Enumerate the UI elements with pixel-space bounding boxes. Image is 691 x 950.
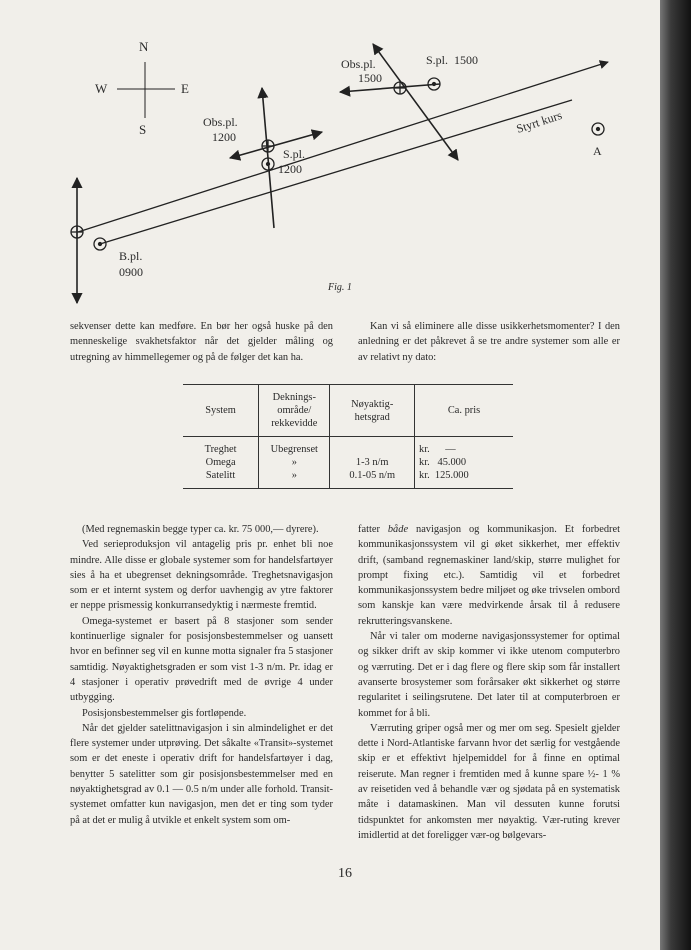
header-coverage: Deknings- område/ rekkevidde xyxy=(259,385,330,437)
cell-price: kr. 45.000 xyxy=(415,456,513,469)
cell-accuracy: 1-3 n/m xyxy=(330,456,415,469)
obs-position-marker-1500 xyxy=(394,82,406,94)
label-spl-1200-time: 1200 xyxy=(278,162,302,176)
book-edge-shadow xyxy=(660,0,691,950)
body-left-column xyxy=(70,522,333,828)
body-left-paragraph-3: Omega-systemet er basert på 8 stasjoner som sender kontinuerlige signaler for posisjonsbestemmelser og uansett hvor en befinner seg vil en kunne motta signaler fra 5 stasjoner samtidig. Nøyaktighetsgraden er som vist 1-3 n/m. Pr. idag er 4 stasjoner i operativ prøvedrift med de øvrige 4 under utbygging. xyxy=(70,615,333,704)
obs-position-marker-0900 xyxy=(71,226,83,238)
cell-accuracy: 0.1-05 n/m xyxy=(330,469,415,489)
label-bpl: B.pl. xyxy=(119,249,143,263)
label-steered-course: Styrt kurs xyxy=(514,108,564,136)
label-spl-1500: S.pl. 1500 xyxy=(426,53,479,67)
label-obs-1500: Obs.pl. xyxy=(341,57,376,71)
dr-position-marker-0900 xyxy=(94,238,106,250)
obs-position-marker-1200 xyxy=(262,140,274,152)
intro-left-paragraph: sekvenser dette kan medføre. En bør her også huske på den menneskelige svakhetsfaktor når det gjelder måling og utregning av himmellegemer og på de følger det kan ha. xyxy=(70,321,333,363)
header-accuracy: Nøyaktig- hetsgrad xyxy=(330,385,415,437)
header-system: System xyxy=(183,385,259,437)
body-left-paragraph-4: Posisjonsbestemmelser gis fortløpende. xyxy=(82,707,247,719)
cell-price: kr. — xyxy=(415,437,513,457)
p1-before: fatter xyxy=(358,524,388,535)
p1-emphasis: både xyxy=(387,524,409,535)
table-row xyxy=(183,437,513,457)
cell-accuracy xyxy=(330,437,415,457)
body-right-paragraph-2: Når vi taler om moderne navigasjonssystemer for optimal og sikker drift av skip kommer vi ikke utenom computerbro og værruting. Det er i dag flere og flere skip som får installert avanserte brosystemer som forårsaker økt sikkerhet og større regularitet i seilingsrutene. Det later til at computerbroen er kommet for å bli. xyxy=(358,631,620,719)
intro-right-paragraph: Kan vi så eliminere alle disse usikkerhetsmomenter? I den anledning er det påkrevet å se tre andre systemer som alle er av relativt ny dato: xyxy=(358,321,620,363)
table-header-row xyxy=(183,385,513,437)
label-obs-1200: Obs.pl. xyxy=(203,115,238,129)
cell-coverage: Ubegrenset xyxy=(259,437,330,457)
figure-caption: Fig. 1 xyxy=(328,282,352,293)
label-obs-1500-time: 1500 xyxy=(358,71,382,85)
body-right-paragraph-3: Værruting griper også mer og mer om seg. Spesielt gjelder dette i Nord-Atlantiske farvann hvor det særlig for vestgående skip er et effektivt hjelpemiddel for å finne en optimal reiserute. Man regner i fremtiden med å kunne spare ½- 1 % av reisetiden ved å behandle vær og sjødata på en systematisk måte i datamaskinen. Man vil dessuten kunne forutsi tidspunktet for ankomsten mer nøyaktig. Vær-ruting krever imidlertid at det foreligger vær-og bølgevars- xyxy=(358,722,620,841)
p1-after: navigasjon og kommunikasjon. Et forbedret kommunikasjonssystem vil gi øket sikkerhet, mer effektiv drift, (samband regnemaskiner land/skip, større mulighet for prompt fixing etc.). Samtidig vil et forbedret kommunikasjonssystem bedre miljøet og øke trivselen ombord som kanskje kan være medvirkende årsak til å redusere rekrutteringsvanskene. xyxy=(358,524,620,627)
cell-system: Treghet xyxy=(204,444,237,455)
header-price: Ca. pris xyxy=(415,385,513,437)
navigation-systems-table xyxy=(183,384,513,489)
cell-system: Satelitt xyxy=(183,469,259,489)
compass-rose xyxy=(95,39,189,137)
cell-price: kr. 125.000 xyxy=(415,469,513,489)
body-left-paragraph-2: Ved serieproduksjon vil antagelig pris pr. enhet bli noe mindre. Alle disse er globale systemer som for handelsfartøyer sies å ha et ubegrenset dekningsområde. Treghetsnavigasjon som er et internt system og derfor uavhengig av ytre faktorer er neppe prismessig konkurransedyktig i nærmeste fremtid. xyxy=(70,539,333,612)
table-row xyxy=(183,456,513,469)
label-bpl-time: 0900 xyxy=(119,265,143,279)
navigation-figure xyxy=(0,0,660,310)
compass-e: E xyxy=(181,81,189,96)
page-number: 16 xyxy=(338,866,352,881)
transfer-line-1200 xyxy=(230,132,322,158)
intro-left-text xyxy=(70,319,333,365)
compass-n: N xyxy=(139,39,149,54)
cell-system: Omega xyxy=(205,457,236,468)
body-right-paragraph-1 xyxy=(358,522,620,629)
compass-s: S xyxy=(139,122,147,137)
cell-coverage: » xyxy=(259,469,330,489)
point-a-marker xyxy=(592,123,604,135)
transfer-line-1500 xyxy=(340,84,440,92)
compass-w: W xyxy=(95,81,108,96)
label-obs-1200-time: 1200 xyxy=(212,130,236,144)
steered-course-line xyxy=(100,100,572,244)
observed-course-line xyxy=(78,62,608,232)
cell-coverage: » xyxy=(259,456,330,469)
label-point-a: A xyxy=(593,144,602,158)
body-left-paragraph-1: (Med regnemaskin begge typer ca. kr. 75 000,— dyrere). xyxy=(82,524,319,535)
label-spl-1200: S.pl. xyxy=(283,147,306,161)
intro-right-text xyxy=(358,319,620,365)
body-right-column xyxy=(358,522,620,843)
body-left-paragraph-5: Når det gjelder satelittnavigasjon i sin almindelighet er det flere systemer under utprøving. Det såkalte «Transit»-systemet som er det eneste i operativ drift for handelsfartøyer i dag, benytter 5 satelitter som gir posisjonsbestemmelser med en nøyaktighetsgrad av 0.1 — 0.5 n/m under alle forhold. Transit-systemet omfatter kun navigasjon, men det er ting som tyder på at det er mulig å utvikle et enkelt system som om- xyxy=(70,722,333,826)
table-row xyxy=(183,469,513,489)
